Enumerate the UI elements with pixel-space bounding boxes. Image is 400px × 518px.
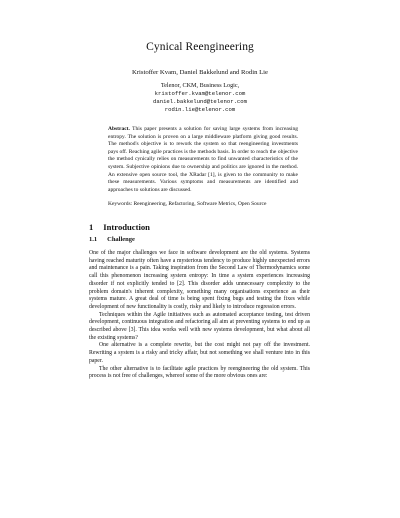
subsection-number: 1.1	[89, 236, 98, 243]
author-list: Kristoffer Kvam, Daniel Bakkelund and Rodin Lie	[131, 69, 268, 76]
affiliation-block	[0, 82, 400, 114]
subsection-title: Challenge	[107, 236, 135, 243]
body-text	[89, 250, 310, 381]
paper-title: Cynical Reengineering	[146, 41, 254, 53]
section-title: Introduction	[103, 222, 150, 232]
abstract-label: Abstract.	[108, 126, 130, 132]
author-email: kristoffer.kvam@telenor.com	[154, 90, 246, 97]
section-number: 1	[89, 222, 94, 232]
keywords: Keywords: Reengineering, Refactoring, Software Metrics, Open Source	[108, 201, 267, 207]
section-heading	[89, 222, 160, 232]
paragraph: Techniques within the Agile initiatives such as automated acceptance testing, test driven development, continuous integration and refactoring all aim at preventing systems to end up as described above [3]. This idea works well with new systems development, but what about all the existing systems?	[89, 311, 310, 341]
paragraph: One alternative is a complete rewrite, but the cost might not pay off the investment. Rewriting a system is a risky and tricky affair, but not something we shall venture into in this paper.	[89, 342, 310, 364]
paragraph: One of the major challenges we face in software development are the old systems. Systems having reached maturity often have a mysterious tendency to produce highly unexpected errors and maintenance is a pain. Taking inspiration from the Second Law of Thermodynamics some call this phenomenon increasing system entropy: In time a system experiences increasing disorder if not explicitly tended to [2]. This disorder adds unnecessary complexity to the problem domain's inherent complexity, something many organisations experience as their systems mature. A great deal of time is being spent fixing bugs and testing the fixes while development of new functionality is costly, risky and likely to introduce regression errors.	[89, 250, 310, 310]
author-email: daniel.bakkelund@telenor.com	[153, 98, 247, 105]
abstract	[108, 126, 298, 194]
author-email: rodin.lie@telenor.com	[164, 106, 236, 113]
affiliation: Telenor, CKM, Business Logic,	[160, 82, 240, 89]
abstract-text: This paper presents a solution for saving large systems from increasing entropy. The solution is proven on a large middleware platform giving good results. The method's objective is to rework the system so that reengineering investments pays off. Reaching agile practices is the methods basis. In order to reach the objective the method cynically relies on measurements to find unwanted characteristics of the system. Subjective opinions due to ownership and politics are ignored in the method. An extensive open source tool, the XRadar [1], is given to the community to make these measurements. Various symptoms and measurements are identified and approaches to solutions are discussed.	[108, 126, 299, 193]
subsection-heading	[89, 236, 145, 243]
paragraph: The other alternative is to facilitate agile practices by reengineering the old system. This process is not free of challenges, whereof some of the more obvious ones are:	[89, 365, 310, 380]
